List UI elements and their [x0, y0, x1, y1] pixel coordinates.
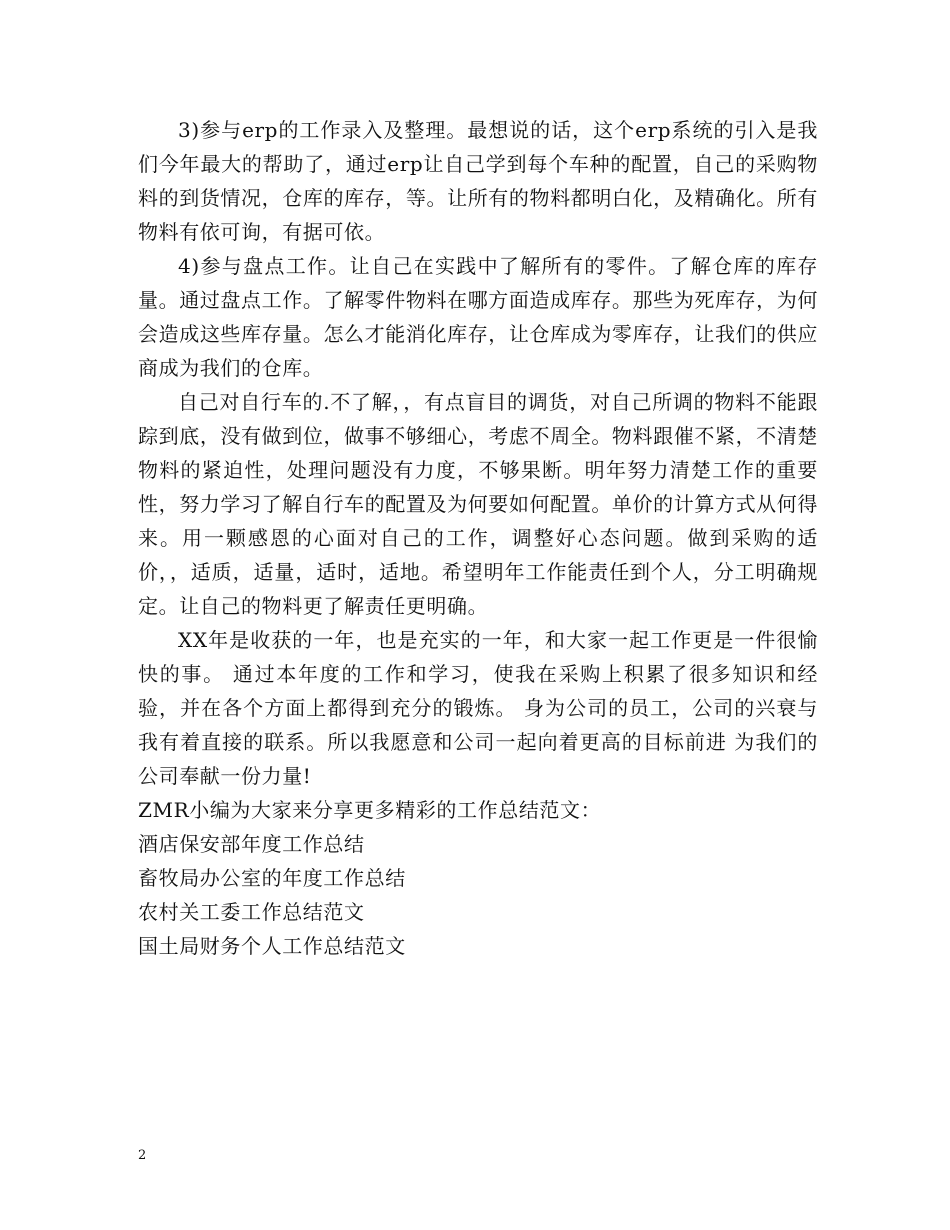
related-link-livestock[interactable]: 畜牧局办公室的年度工作总结 — [138, 866, 406, 890]
page-number: 2 — [138, 1148, 147, 1163]
related-link-hotel[interactable]: 酒店保安部年度工作总结 — [138, 832, 365, 856]
paragraph-conclusion: XX年是收获的一年，也是充实的一年，和大家一起工作更是一件很愉快的事。 通过本年度的工作和学习，使我在采购上积累了很多知识和经验，并在各个方面上都得到充分的锻炼。 身为公司的员工，公司的兴衰与我有着直接的联系。所以我愿意和公司一起向着更高的目标前进 为我们的公司奉献一份力量! — [138, 628, 818, 788]
document-body — [138, 113, 818, 963]
related-link-rural[interactable]: 农村关工委工作总结范文 — [138, 900, 365, 924]
paragraph-self-review: 自己对自行车的.不了解，，有点盲目的调货，对自己所调的物料不能跟踪到底，没有做到位，做事不够细心，考虑不周全。物料跟催不紧，不清楚物料的紧迫性，处理问题没有力度，不够果断。明年努力清楚工作的重要性，努力学习了解自行车的配置及为何要如何配置。单价的计算方式从何得来。用一颗感恩的心面对自己的工作，调整好心态问题。做到采购的适价，，适质，适量，适时，适地。希望明年工作能责任到个人，分工明确规定。让自己的物料更了解责任更明确。 — [138, 390, 818, 618]
share-intro: ZMR小编为大家来分享更多精彩的工作总结范文： — [138, 798, 602, 822]
related-link-land-finance[interactable]: 国土局财务个人工作总结范文 — [138, 934, 406, 958]
paragraph-inventory: 4)参与盘点工作。让自己在实践中了解所有的零件。了解仓库的库存量。通过盘点工作。了解零件物料在哪方面造成库存。那些为死库存，为何会造成这些库存量。怎么才能消化库存，让仓库成为零库存，让我们的供应商成为我们的仓库。 — [138, 254, 818, 380]
paragraph-erp: 3)参与erp的工作录入及整理。最想说的话，这个erp系统的引入是我们今年最大的帮助了，通过erp让自己学到每个车种的配置，自己的采购物料的到货情况，仓库的库存，等。让所有的物料都明白化，及精确化。所有物料有依可询，有据可依。 — [138, 118, 818, 244]
